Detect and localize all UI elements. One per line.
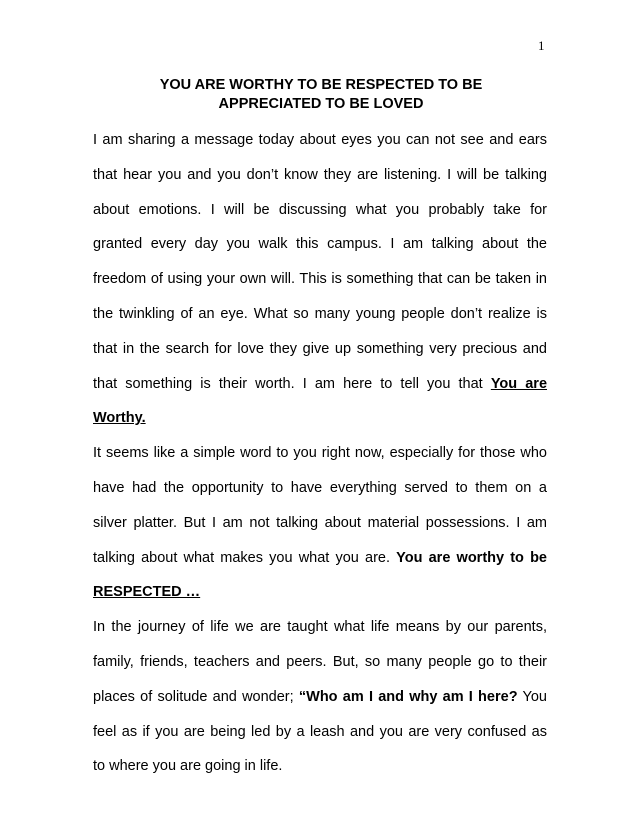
text-line: that hear you and you don’t know they are listening. I will be talking (93, 166, 547, 183)
emphasis-respected: RESPECTED … (93, 584, 201, 601)
page-number: 1 (538, 38, 545, 53)
text-line: places of solitude and wonder; “Who am I and why am I here? You (93, 688, 547, 705)
emphasis-question: “Who am I and why am I here? (298, 688, 518, 705)
text-line: freedom of using your own will. This is something that can be taken in (93, 271, 547, 288)
text-line: about emotions. I will be discussing what you probably take for (93, 201, 547, 218)
page-title (94, 76, 548, 114)
text-line (93, 401, 547, 436)
emphasis-worthy: Worthy. (93, 410, 146, 427)
text-line: talking about what makes you what you are. You are worthy to be (93, 549, 547, 566)
text-line: that something is their worth. I am here to tell you that You are (93, 375, 548, 392)
text-line: the twinkling of an eye. What so many young people don’t realize is (93, 305, 547, 322)
text-line: silver platter. But I am not talking about material possessions. I am (93, 514, 547, 531)
text-line: have had the opportunity to have everything served to them on a (93, 479, 547, 496)
title-line-1: YOU ARE WORTHY TO BE RESPECTED TO BE (159, 77, 483, 93)
title-line-2: APPRECIATED TO BE LOVED (218, 96, 424, 112)
text-line: feel as if you are being led by a leash and you are very confused as (93, 723, 547, 740)
text-line: In the journey of life we are taught what life means by our parents, (93, 619, 547, 636)
text-line: that in the search for love they give up something very precious and (93, 340, 547, 357)
emphasis-you-are: You are (490, 375, 548, 392)
text-line (93, 575, 547, 610)
emphasis-worthy-to-be: You are worthy to be (396, 549, 547, 566)
text-line: to where you are going in life. (93, 758, 283, 775)
text-line: It seems like a simple word to you right now, especially for those who (93, 445, 547, 462)
text-line: granted every day you walk this campus. I am talking about the (93, 236, 547, 253)
text-line: family, friends, teachers and peers. But, so many people go to their (93, 653, 547, 670)
text-line: I am sharing a message today about eyes you can not see and ears (93, 132, 547, 148)
body-text (93, 123, 547, 784)
